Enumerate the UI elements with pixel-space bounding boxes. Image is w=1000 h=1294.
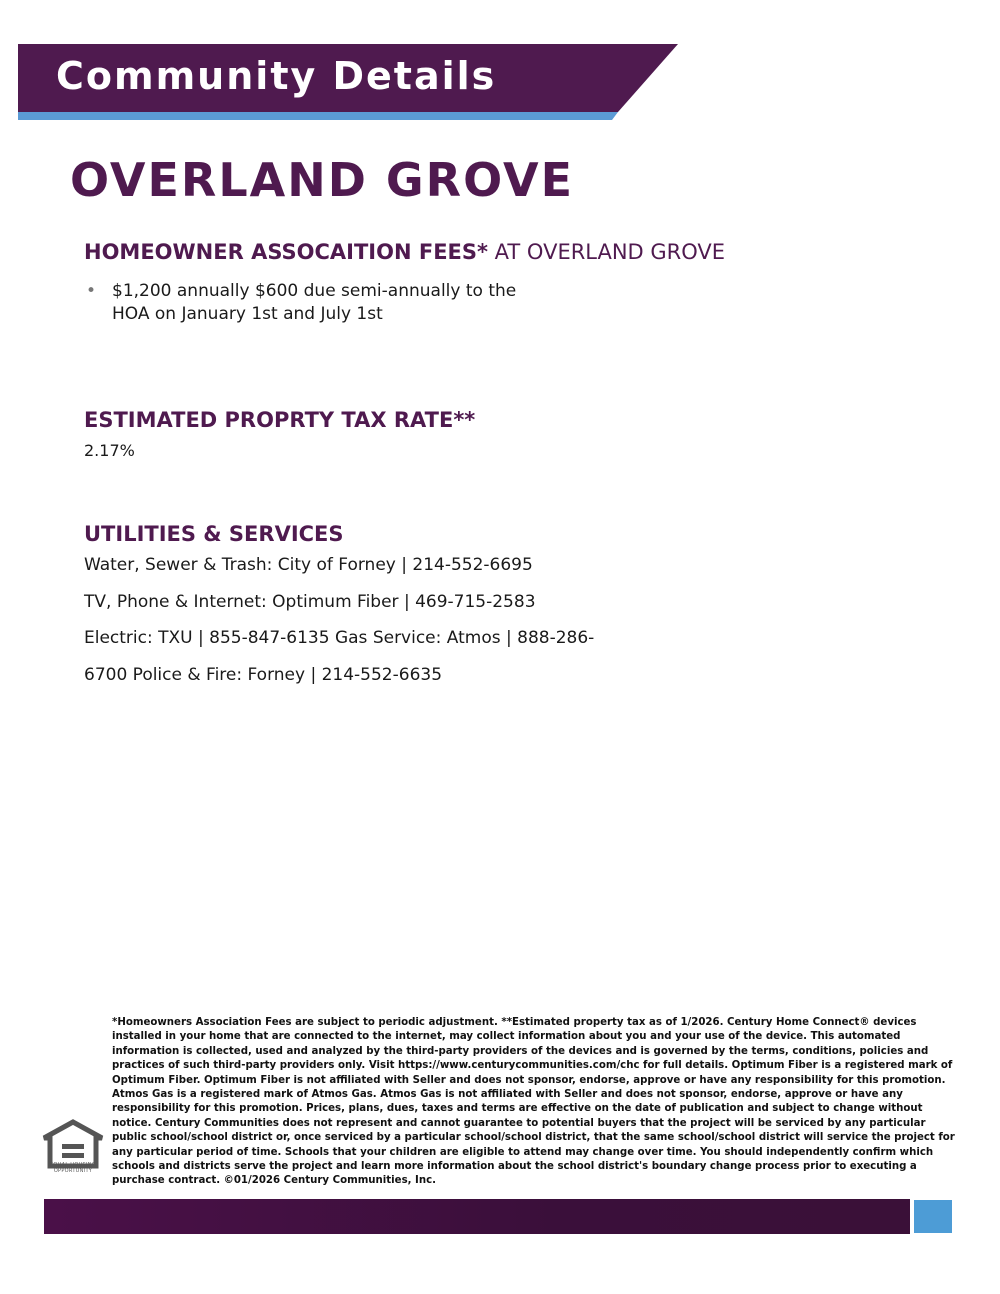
tax-rate-value: 2.17%	[84, 441, 135, 460]
equal-housing-text: EQUAL HOUSING OPPORTUNITY	[49, 1162, 97, 1174]
hoa-heading-light: AT OVERLAND GROVE	[488, 240, 726, 264]
hoa-heading	[84, 238, 725, 266]
utility-line: TV, Phone & Internet: Optimum Fiber | 469-715-2583	[84, 592, 536, 612]
utilities-heading	[84, 520, 344, 548]
community-name: OVERLAND GROVE	[70, 153, 574, 207]
hoa-bullet-list	[84, 280, 524, 326]
utility-line: Electric: TXU | 855-847-6135 Gas Service: Atmos | 888-286-	[84, 628, 595, 648]
utilities-heading-text: UTILITIES & SERVICES	[84, 522, 344, 546]
hoa-heading-strong: HOMEOWNER ASSOCAITION FEES*	[84, 240, 488, 264]
tax-heading	[84, 406, 475, 434]
banner-title: Community Details	[56, 54, 497, 98]
footer-accent-square	[914, 1200, 952, 1233]
tax-heading-text: ESTIMATED PROPRTY TAX RATE**	[84, 408, 476, 432]
utility-line: Water, Sewer & Trash: City of Forney | 214-552-6695	[84, 555, 533, 575]
footer-bar	[44, 1199, 910, 1234]
header-banner	[18, 44, 678, 114]
disclaimer-text: *Homeowners Association Fees are subject to periodic adjustment. **Estimated property tax as of 1/2026. Century Home Connect® devices installed in your home that are connected to the internet, may collect information about you and your use of the device. This automated information is collected, used and analyzed by the third-party providers of the devices and is governed by the terms, conditions, policies and practices of such third-party providers only. Visit https://www.centurycommunities.com/chc for full details. Optimum Fiber is a registered mark of Optimum Fiber. Optimum Fiber is not affiliated with Seller and does not sponsor, endorse, approve or have any responsibility for this promotion. Atmos Gas is a registered mark of Atmos Gas. Atmos Gas is not affiliated with Seller and does not sponsor, endorse, approve or have any responsibility for this promotion. Prices, plans, dues, taxes and terms are effective on the date of publication and subject to change without notice. Century Communities does not represent and cannot guarantee to potential buyers that the project will be serviced by any particular public school/school district or, once serviced by a particular school/school district, that the same school/school district will service the project for any particular period of time. Schools that your children are eligible to attend may change over time. You should independently confirm which schools and districts serve the project and learn more information about the school district's boundary change process prior to executing a purchase contract. ©01/2026 Century Communities, Inc.	[112, 1017, 955, 1187]
utility-line: 6700 Police & Fire: Forney | 214-552-6635	[84, 665, 443, 685]
bullet-icon: •	[86, 281, 97, 301]
list-item	[84, 280, 524, 326]
hoa-bullet-text: $1,200 annually $600 due semi-annually to the HOA on January 1st and July 1st	[112, 281, 517, 324]
